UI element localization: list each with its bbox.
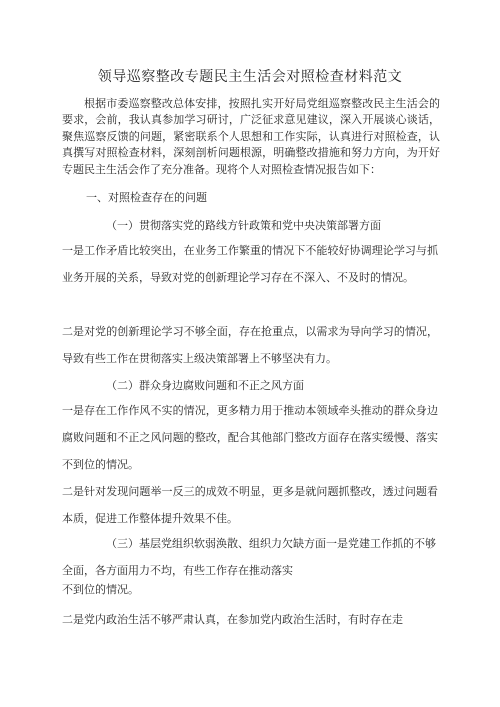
intro-paragraph: 根据市委巡察整改总体安排，按照扎实开好局党组巡察整改民主生活会的要求，会前，我认真参加学习研讨，广泛征求意见建议，深入开展谈心谈话，聚焦巡察反馈的问题，紧密联系个人思想和工作实际，认真进行对照检查，认真撰写对照检查材料，深刻剖析问题根源，明确整改措施和努力方向，为开好专题民主生活会作了充分准备。现将个人对照检查情况报告如下： (62, 97, 440, 176)
subsection-heading-3 (62, 530, 438, 598)
section-heading-1: 一、对照检查存在的问题 (86, 191, 207, 204)
subsection-heading-2: （二）群众身边腐败问题和不正之风方面 (106, 379, 304, 392)
document-title: 领导巡察整改专题民主生活会对照检查材料范文 (97, 69, 403, 85)
subsection-2-paragraph-1: 一是存在工作作风不实的情况，更多精力用于推动本领域牵头推动的群众身边腐败问题和不正之风问题的整改，配合其他部门整改方面存在落实缓慢、落实不到位的情况。 (62, 404, 438, 471)
subsection-heading-1: （一）贯彻落实党的路线方针政策和党中央决策部署方面 (106, 219, 381, 232)
subsection-1-paragraph-2: 二是对党的创新理论学习不够全面，存在抢重点，以需求为导向学习的情况，导致有些工作在贯彻落实上级决策部署上不够坚决有力。 (62, 325, 438, 365)
subsection-3-heading-continuation: 不到位的情况。 (62, 583, 139, 596)
subsection-3-paragraph-2: 二是党内政治生活不够严肃认真，在参加党内政治生活时，有时存在走 (62, 613, 403, 626)
subsection-1-paragraph-1: 一是工作矛盾比较突出，在业务工作繁重的情况下不能较好协调理论学习与抓业务开展的关系，导致对党的创新理论学习存在不深入、不及时的情况。 (62, 244, 438, 284)
subsection-3-heading-text: （三）基层党组织软弱涣散、组织力欠缺方面一是党建工作抓的不够全面，各方面用力不均，有些工作存在推动落实 (62, 537, 436, 577)
subsection-2-paragraph-2: 二是针对发现问题举一反三的成效不明显，更多是就问题抓整改，透过问题看本质，促进工作整体提升效果不佳。 (62, 485, 438, 525)
